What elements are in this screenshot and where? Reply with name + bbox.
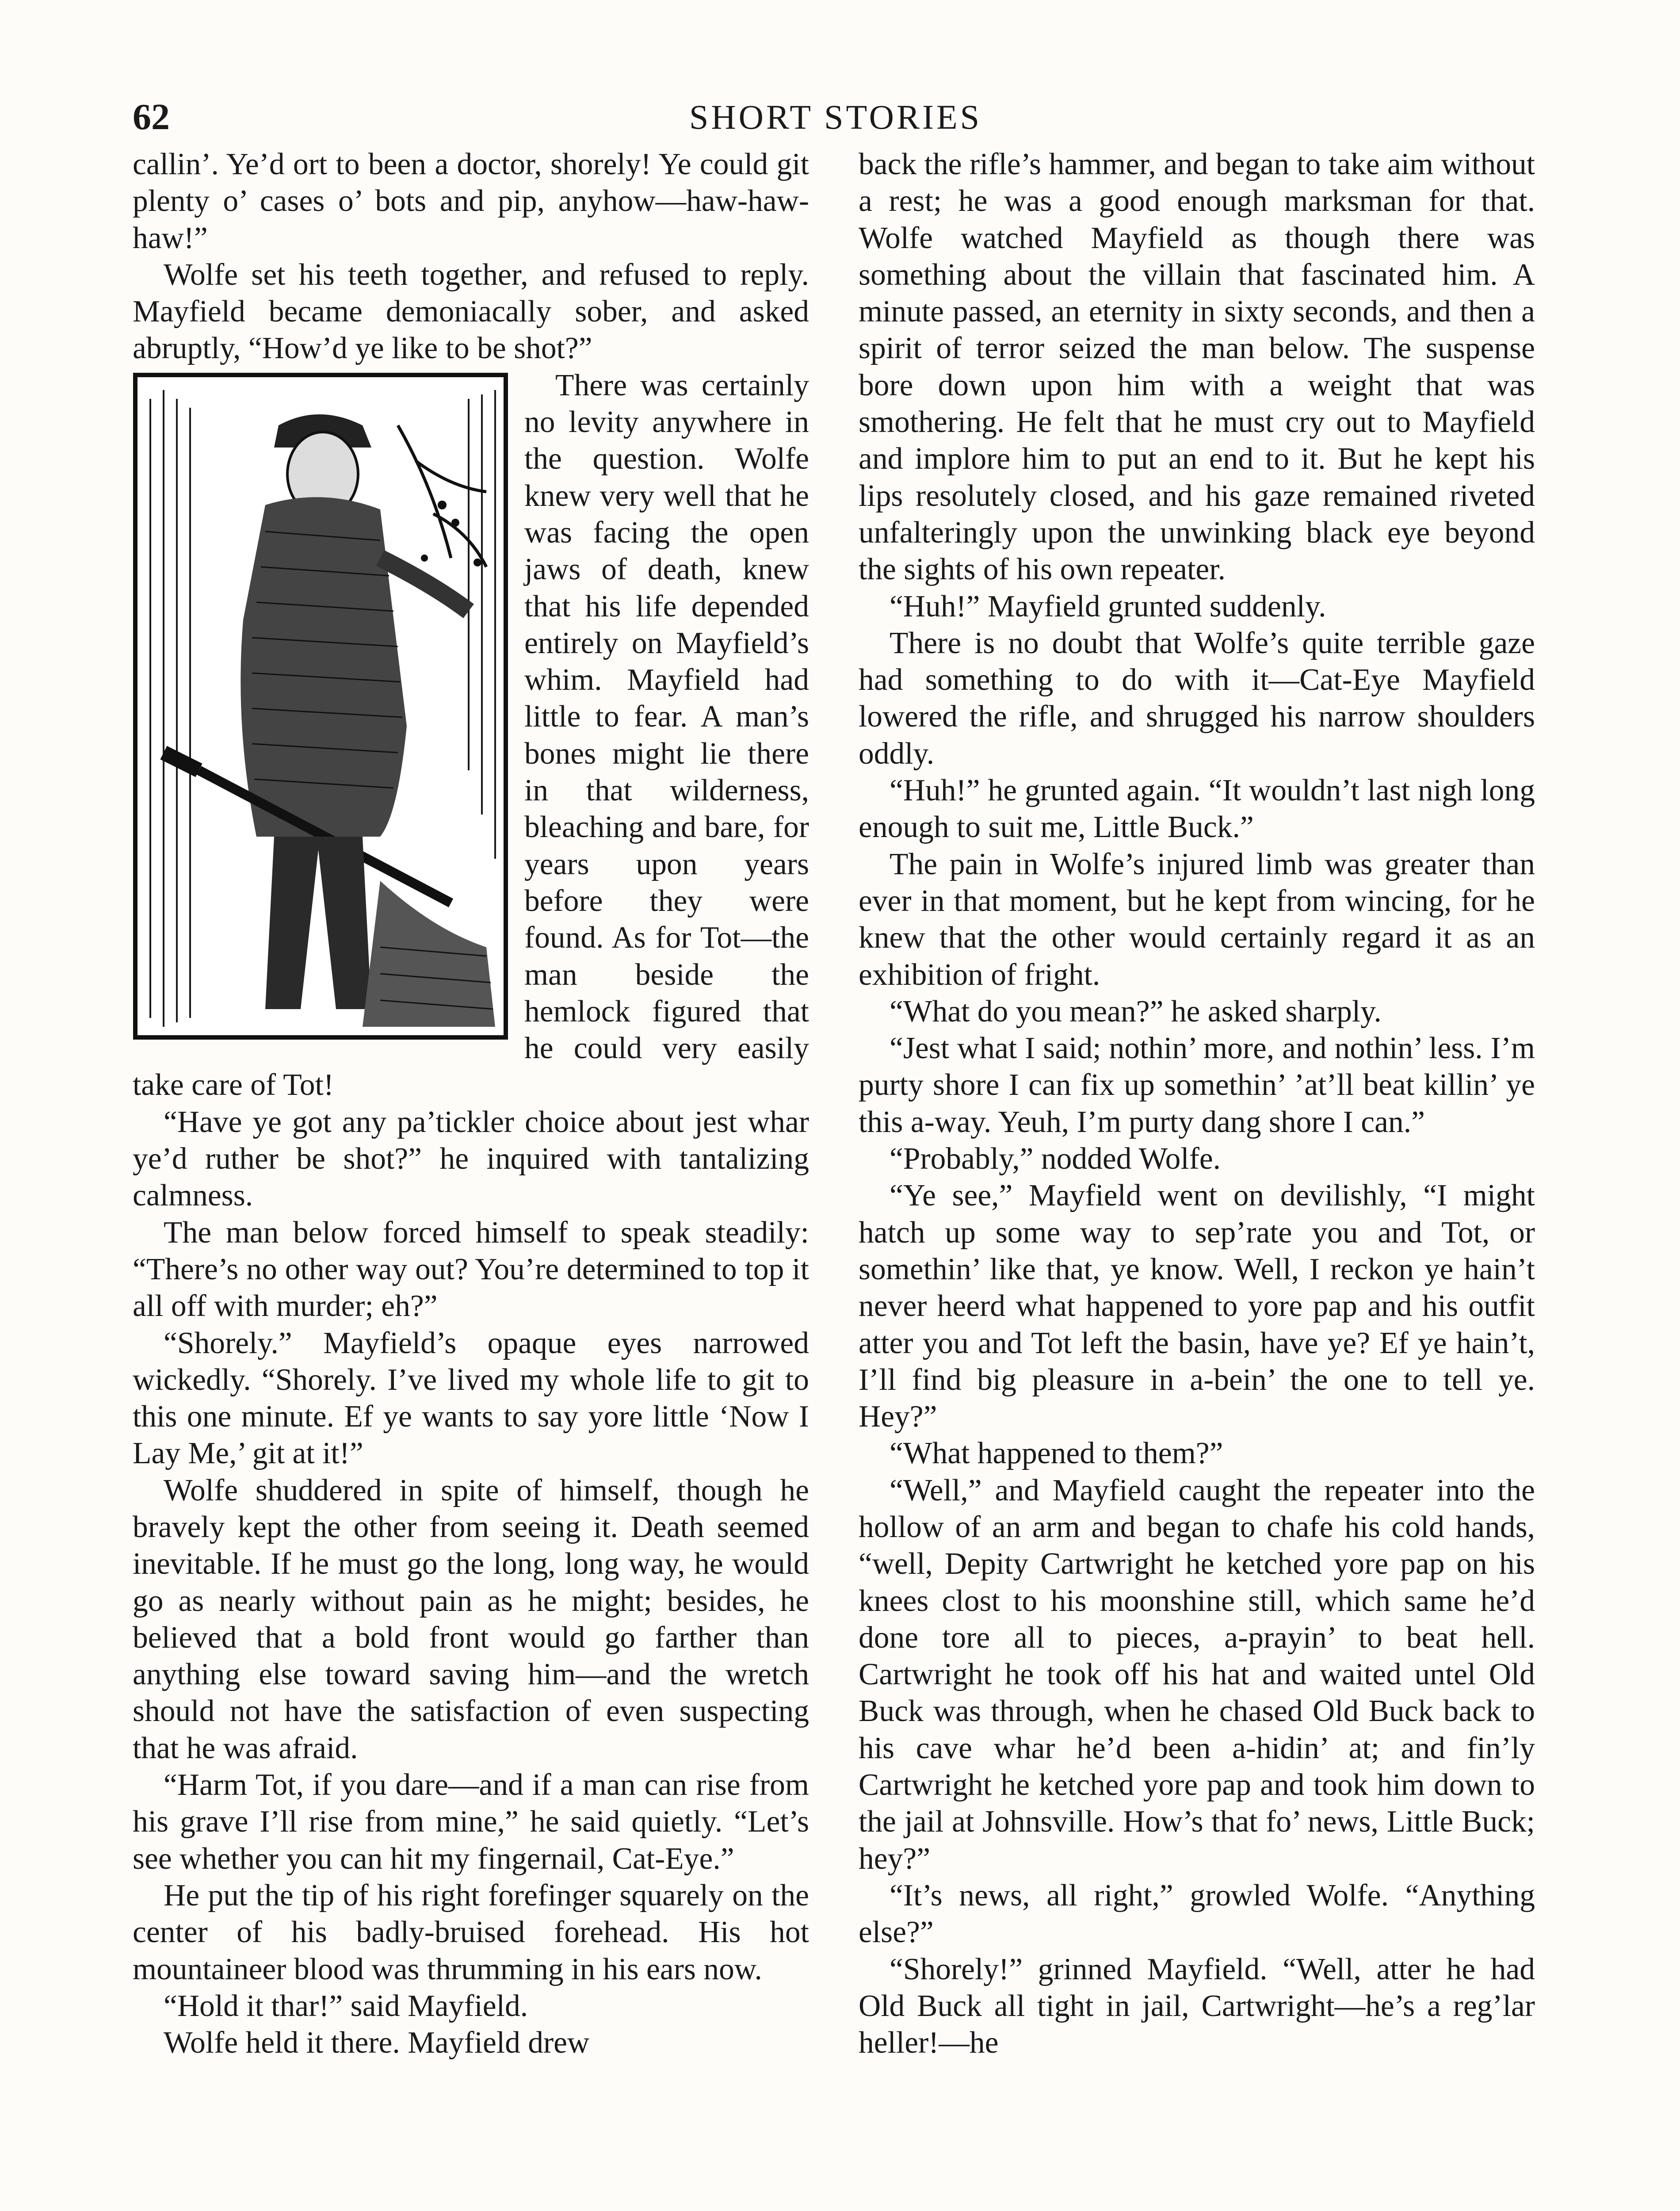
paragraph: Wolfe set his teeth together, and refused to reply. Mayfield became demoniacally sober, and asked abruptly, “How’d ye like to be shot?” <box>133 257 809 366</box>
paragraph: He put the tip of his right forefinger squarely on the center of his badly-bruised forehead. His hot mountaineer blood was thrumming in his ears now. <box>133 1878 809 1986</box>
paragraph: callin’. Ye’d ort to been a doctor, shorely! Ye could git plenty o’ cases o’ bots and pip, anyhow—haw-haw-haw!” <box>133 147 809 255</box>
paragraph: Wolfe shuddered in spite of himself, though he bravely kept the other from seeing it. Death seemed inevitable. If he must go the long, long way, he would go as nearly without pain as he might; besides, he believed that a bold front would go farther than anything else toward saving him—and the wretch should not have the satisfaction of even suspecting that he was afraid. <box>133 1473 809 1765</box>
paragraph: “Shorely!” grinned Mayfield. “Well, atter he had Old Buck all tight in jail, Cartwright—he’s a reg’lar heller!—he <box>859 1952 1535 2060</box>
paragraph: “Huh!” he grunted again. “It wouldn’t last nigh long enough to suit me, Little Buck.” <box>859 773 1535 845</box>
paragraph: “Ye see,” Mayfield went on devilishly, “I might hatch up some way to sep’rate you and Tot, or somethin’ like that, ye know. Well, I reckon ye hain’t never heerd what happened to yore pap and his outfit atter you and Tot left the basin, have ye? Ef ye hain’t, I’ll find big pleasure in a-bein’ the one to tell ye. Hey?” <box>859 1178 1535 1434</box>
left-column <box>133 146 809 2061</box>
paragraph: back the rifle’s hammer, and began to take aim without a rest; he was a good enough marksman for that. Wolfe watched Mayfield as though there was something about the villain that fascinated him. A minute passed, an eternity in sixty seconds, and then a spirit of terror seized the man below. The suspense bore down upon him with a weight that was smothering. He felt that he must cry out to Mayfield and implore him to put an end to it. But he kept his lips resolutely closed, and his gaze remained riveted unfalteringly upon the unwinking black eye beyond the sights of his own repeater. <box>859 147 1535 587</box>
paragraph: “Hold it thar!” said Mayfield. <box>164 1989 528 2023</box>
page-number: 62 <box>133 96 170 138</box>
right-column <box>859 146 1535 2061</box>
paragraph: “Well,” and Mayfield caught the repeater into the hollow of an arm and began to chafe his cold hands, “well, Depity Cartwright he ketched yore pap on his knees clost to his moonshine still, which same he’d done tore all to pieces, a-prayin’ to beat hell. Cartwright he took off his hat and waited untel Old Buck was through, when he chased Old Buck back to his cave whar he’d been a-hidin’ at; and fin’ly Cartwright he ketched yore pap and took him down to the jail at Johnsville. How’s that fo’ news, Little Buck; hey?” <box>859 1473 1535 1876</box>
running-title: SHORT STORIES <box>689 98 982 136</box>
paragraph: “Probably,” nodded Wolfe. <box>890 1142 1221 1176</box>
paragraph: “What do you mean?” he asked sharply. <box>890 994 1382 1029</box>
paragraph: Wolfe held it there. Mayfield drew <box>164 2026 590 2060</box>
paragraph: The man below forced himself to speak steadily: “There’s no other way out? You’re determined to top it all off with murder; eh?” <box>133 1215 809 1324</box>
paragraph: There was certainly no levity anywhere in the question. Wolfe knew very well that he was facing the open jaws of death, knew that his life depended entirely on Mayfield’s whim. Mayfield had little to fear. A man’s bones might lie there in that wilderness, bleaching and bare, for years upon years before they were found. As for Tot—the man beside the hemlock figured that he could very easily take care of Tot! <box>133 368 809 1102</box>
paragraph: “Jest what I said; nothin’ more, and nothin’ less. I’m purty shore I can fix up somethin’ ’at’ll beat killin’ ye this a-way. Yeuh, I’m purty dang shore I can.” <box>859 1031 1535 1139</box>
paragraph: “Harm Tot, if you dare—and if a man can rise from his grave I’ll rise from mine,” he said quietly. “Let’s see whether you can hit my fingernail, Cat-Eye.” <box>133 1768 809 1876</box>
paragraph: There is no doubt that Wolfe’s quite terrible gaze had something to do with it—Cat-Eye Mayfield lowered the rifle, and shrugged his narrow shoulders oddly. <box>859 626 1535 771</box>
paragraph: “It’s news, all right,” growled Wolfe. “Anything else?” <box>859 1878 1535 1950</box>
paragraph: “Shorely.” Mayfield’s opaque eyes narrowed wickedly. “Shorely. I’ve lived my whole life to git to this one minute. Ef ye wants to say yore little ‘Now I Lay Me,’ git at it!” <box>133 1326 809 1471</box>
paragraph: “What happened to them?” <box>890 1436 1223 1471</box>
page-header <box>133 93 1539 142</box>
paragraph: “Huh!” Mayfield grunted suddenly. <box>890 589 1326 624</box>
illustration-engraving <box>133 372 508 1040</box>
engraving-man-with-rifle-icon <box>133 372 508 1040</box>
paragraph: “Have ye got any pa’tickler choice about jest whar ye’d ruther be shot?” he inquired with tantalizing calmness. <box>133 1105 809 1213</box>
paragraph: The pain in Wolfe’s injured limb was greater than ever in that moment, but he kept from wincing, for he knew that the other would certainly regard it as an exhibition of fright. <box>859 847 1535 992</box>
